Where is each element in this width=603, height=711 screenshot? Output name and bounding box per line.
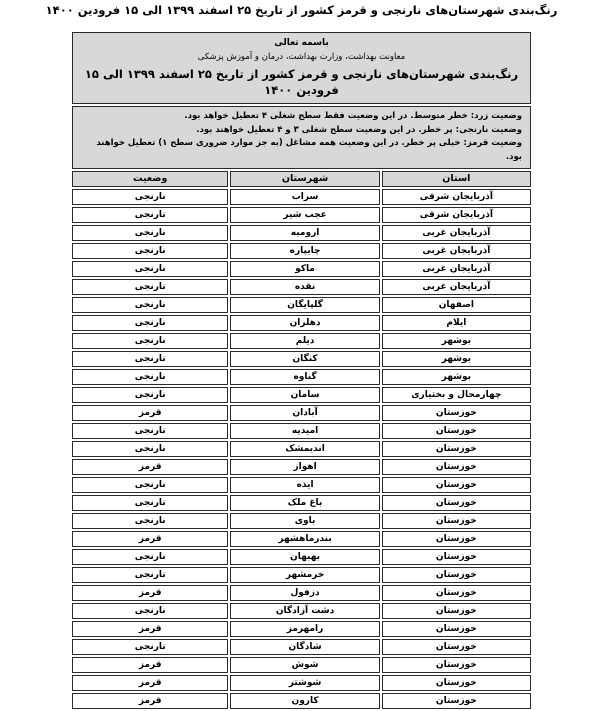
province-cell: آذربایجان شرقی: [382, 189, 531, 205]
table-row: [72, 189, 531, 205]
table-row: [72, 477, 531, 493]
status-cell: نارنجی: [72, 369, 228, 385]
county-cell: خرمشهر: [230, 567, 379, 583]
status-cell: نارنجی: [72, 477, 228, 493]
province-cell: آذربایجان غربی: [382, 243, 531, 259]
status-cell: نارنجی: [72, 567, 228, 583]
county-cell: دشت آزادگان: [230, 603, 379, 619]
province-cell: آذربایجان غربی: [382, 279, 531, 295]
county-cell: باغ ملک: [230, 495, 379, 511]
table-row: [72, 495, 531, 511]
county-cell: چایپاره: [230, 243, 379, 259]
county-cell: اهواز: [230, 459, 379, 475]
letterhead-row: [72, 32, 531, 104]
table-row: [72, 693, 531, 709]
table-row: [72, 657, 531, 673]
county-cell: شوشتر: [230, 675, 379, 691]
legend-cell: [72, 106, 531, 169]
county-cell: بندرماهشهر: [230, 531, 379, 547]
status-cell: قرمز: [72, 459, 228, 475]
county-cell: امیدیه: [230, 423, 379, 439]
province-cell: ایلام: [382, 315, 531, 331]
province-cell: چهارمحال و بختیاری: [382, 387, 531, 403]
table-row: [72, 351, 531, 367]
table-row: [72, 603, 531, 619]
province-cell: خوزستان: [382, 531, 531, 547]
status-cell: نارنجی: [72, 261, 228, 277]
province-cell: آذربایجان غربی: [382, 261, 531, 277]
province-cell: خوزستان: [382, 459, 531, 475]
status-cell: نارنجی: [72, 333, 228, 349]
county-cell: باوی: [230, 513, 379, 529]
status-cell: نارنجی: [72, 423, 228, 439]
county-cell: دیلم: [230, 333, 379, 349]
county-cell: کارون: [230, 693, 379, 709]
province-cell: خوزستان: [382, 603, 531, 619]
county-cell: رامهرمز: [230, 621, 379, 637]
table-row: [72, 243, 531, 259]
status-cell: نارنجی: [72, 225, 228, 241]
status-cell: نارنجی: [72, 495, 228, 511]
county-cell: آبادان: [230, 405, 379, 421]
table-body: [72, 189, 531, 709]
status-cell: قرمز: [72, 585, 228, 601]
table-row: [72, 585, 531, 601]
table-row: [72, 621, 531, 637]
county-cell: سراب: [230, 189, 379, 205]
table-row: [72, 441, 531, 457]
table-row: [72, 675, 531, 691]
status-cell: نارنجی: [72, 603, 228, 619]
legend-red: وضعیت قرمز: خیلی پر خطر. در این وضعیت همه مشاغل (به جز موارد ضروری سطح ۱) تعطیل خواهند بود.: [96, 138, 522, 162]
table-row: [72, 405, 531, 421]
county-cell: ایذه: [230, 477, 379, 493]
letterhead-title: رنگ‌بندی شهرستان‌های نارنجی و قرمز کشور از تاریخ ۲۵ اسفند ۱۳۹۹ الی ۱۵ فرودین ۱۴۰۰: [84, 67, 519, 97]
status-cell: نارنجی: [72, 207, 228, 223]
county-cell: ماکو: [230, 261, 379, 277]
province-cell: خوزستان: [382, 657, 531, 673]
department-text: معاونت بهداشت، وزارت بهداشت، درمان و آموزش پزشکی: [197, 52, 406, 62]
province-cell: آذربایجان شرقی: [382, 207, 531, 223]
status-cell: نارنجی: [72, 549, 228, 565]
province-cell: آذربایجان غربی: [382, 225, 531, 241]
table-row: [72, 279, 531, 295]
color-coding-table: [70, 30, 533, 711]
county-cell: دهلران: [230, 315, 379, 331]
province-cell: خوزستان: [382, 639, 531, 655]
status-cell: نارنجی: [72, 387, 228, 403]
table-row: [72, 387, 531, 403]
status-cell: نارنجی: [72, 351, 228, 367]
status-cell: قرمز: [72, 675, 228, 691]
province-cell: اصفهان: [382, 297, 531, 313]
table-row: [72, 567, 531, 583]
province-cell: خوزستان: [382, 693, 531, 709]
province-cell: خوزستان: [382, 549, 531, 565]
province-cell: بوشهر: [382, 333, 531, 349]
status-cell: نارنجی: [72, 513, 228, 529]
province-cell: بوشهر: [382, 369, 531, 385]
county-cell: شوش: [230, 657, 379, 673]
table-row: [72, 333, 531, 349]
province-cell: خوزستان: [382, 495, 531, 511]
basmala-text: باسمه تعالی: [274, 38, 329, 48]
county-cell: بهبهان: [230, 549, 379, 565]
table-row: [72, 261, 531, 277]
province-cell: خوزستان: [382, 441, 531, 457]
county-cell: اندیمشک: [230, 441, 379, 457]
province-cell: بوشهر: [382, 351, 531, 367]
county-cell: سامان: [230, 387, 379, 403]
province-cell: خوزستان: [382, 621, 531, 637]
table-row: [72, 549, 531, 565]
county-cell: شادگان: [230, 639, 379, 655]
county-cell: عجب شیر: [230, 207, 379, 223]
legend-yellow: وضعیت زرد: خطر متوسط. در این وضعیت فقط سطح شغلی ۴ تعطیل خواهد بود.: [184, 111, 522, 121]
table-row: [72, 315, 531, 331]
header-status: وضعیت: [72, 171, 228, 187]
table-header-row: [72, 171, 531, 187]
status-cell: قرمز: [72, 621, 228, 637]
province-cell: خوزستان: [382, 513, 531, 529]
header-county: شهرستان: [230, 171, 379, 187]
table-row: [72, 369, 531, 385]
status-cell: نارنجی: [72, 639, 228, 655]
table-row: [72, 207, 531, 223]
table-row: [72, 423, 531, 439]
county-cell: دزفول: [230, 585, 379, 601]
province-cell: خوزستان: [382, 405, 531, 421]
table-row: [72, 225, 531, 241]
legend-row: [72, 106, 531, 169]
letterhead-cell: [72, 32, 531, 104]
status-cell: قرمز: [72, 693, 228, 709]
province-cell: خوزستان: [382, 675, 531, 691]
status-cell: قرمز: [72, 531, 228, 547]
province-cell: خوزستان: [382, 423, 531, 439]
status-cell: قرمز: [72, 405, 228, 421]
status-cell: نارنجی: [72, 243, 228, 259]
status-cell: نارنجی: [72, 441, 228, 457]
province-cell: خوزستان: [382, 477, 531, 493]
county-cell: گناوه: [230, 369, 379, 385]
table-row: [72, 513, 531, 529]
status-cell: نارنجی: [72, 189, 228, 205]
status-cell: نارنجی: [72, 297, 228, 313]
province-cell: خوزستان: [382, 567, 531, 583]
county-cell: کنگان: [230, 351, 379, 367]
table-row: [72, 297, 531, 313]
province-cell: خوزستان: [382, 585, 531, 601]
county-cell: گلپایگان: [230, 297, 379, 313]
status-cell: نارنجی: [72, 279, 228, 295]
table-row: [72, 531, 531, 547]
page-title: رنگ‌بندی شهرستان‌های نارنجی و قرمز کشور از تاریخ ۲۵ اسفند ۱۳۹۹ الی ۱۵ فرودین ۱۴۰۰: [45, 3, 558, 17]
status-cell: قرمز: [72, 657, 228, 673]
status-cell: نارنجی: [72, 315, 228, 331]
county-cell: ارومیه: [230, 225, 379, 241]
header-province: استان: [382, 171, 531, 187]
table-row: [72, 639, 531, 655]
table-row: [72, 459, 531, 475]
legend-orange: وضعیت نارنجی: پر خطر. در این وضعیت سطح شغلی ۳ و ۴ تعطیل خواهند بود.: [196, 124, 522, 135]
county-cell: نقده: [230, 279, 379, 295]
